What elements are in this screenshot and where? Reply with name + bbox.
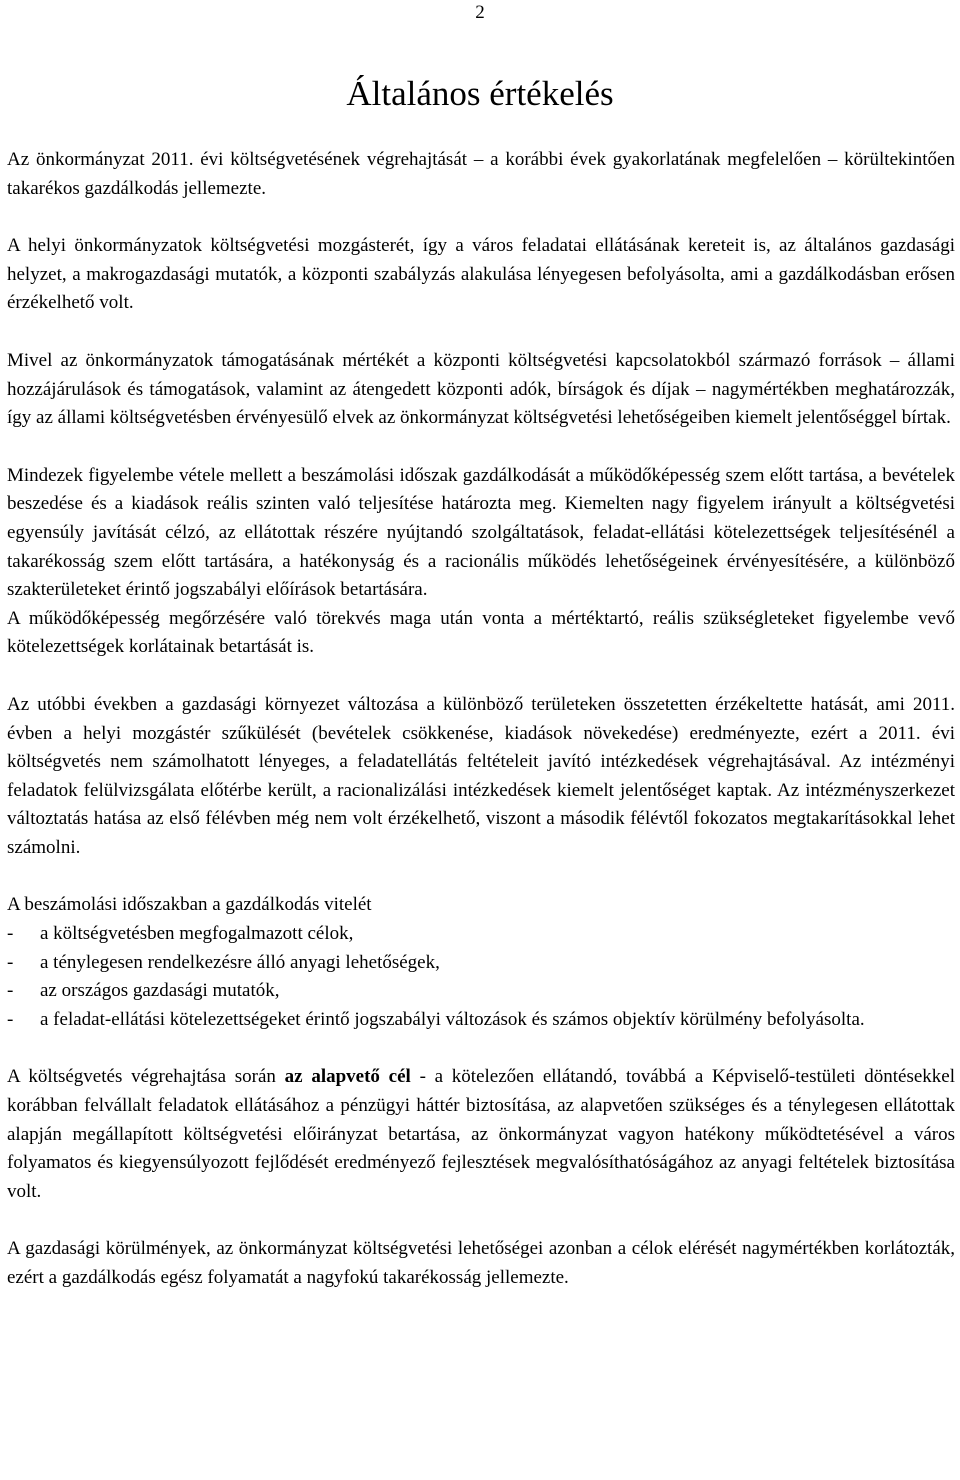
- list-item: [7, 977, 955, 1006]
- paragraph-3: Mivel az önkormányzatok támogatásának mértékét a központi költségvetési kapcsolatokból származó források – állami hozzájárulások és támogatások, valamint az átengedett központi adók, bírságok és díjak – nagymértékben meghatározzák, így az állami költségvetésben érvényesülő elvek az önkormányzat költségvetési lehetőségeiben kiemelt jelentőséggel bírtak.: [7, 349, 955, 429]
- list-item-text: a feladat-ellátási kötelezettségeket érintő jogszabályi változások és számos objektív körülmény befolyásolta.: [40, 1008, 865, 1030]
- paragraph-6: Az utóbbi években a gazdasági környezet változása a különböző területeken összetetten érzékeltette hatását, ami 2011. évben a helyi mozgástér szűkülését (bevételek csökkenése, kiadások növekedése) eredményezte, ezért a 2011. évi költségvetés nem számolhatott lényeges, a feladatellátás feltételeit javító intézkedések végrehajtásával. Az intézményi feladatok felülvizsgálata előtérbe került, a racionalizálási intézkedések kiemelt jelentőséget kaptak. Az intézményszerkezet változtatás hatása az első félévben még nem volt érzékelhető, viszont a második félévtől fokozatos megtakarításokkal lehet számolni.: [7, 693, 955, 858]
- paragraph-9: A gazdasági körülmények, az önkormányzat költségvetési lehetőségei azonban a célok elérését nagymértékben korlátozták, ezért a gazdálkodás egész folyamatát a nagyfokú takarékosság jellemezte.: [7, 1238, 955, 1288]
- paragraph-8-text-before: A költségvetés végrehajtása során: [7, 1066, 285, 1088]
- list-item: [7, 949, 955, 978]
- paragraph-1: Az önkormányzat 2011. évi költségvetésének végrehajtását – a korábbi évek gyakorlatának megfelelően – körültekintően takarékos gazdálkodás jellemezte.: [7, 149, 955, 199]
- page-number: 2: [475, 2, 485, 23]
- list-marker: -: [7, 951, 14, 973]
- paragraph-8-text-after: - a kötelezően ellátandó, továbbá a Képviselő-testületi döntésekkel korábban felvállalt feladatok ellátásához a pénzügyi háttér biztosítása, az alapvetően szükséges és a ténylegesen ellátottak alapján megállapított költségvetési előirányzat betartása, az önkormányzat vagyon hatékony működtetésével a város folyamatos és kiegyensúlyozott fejlődését eredményező fejlesztések megvalósíthatóságához az anyagi feltételek biztosítása volt.: [7, 1066, 956, 1202]
- page-title: Általános értékelés: [346, 74, 614, 113]
- paragraph-8: [7, 1063, 955, 1206]
- list-item: [7, 920, 955, 949]
- paragraph-2: A helyi önkormányzatok költségvetési mozgásterét, így a város feladatai ellátásának kereteit is, az általános gazdasági helyzet, a makrogazdasági mutatók, a központi szabályzás alakulása lényegesen befolyásolta, ami a gazdálkodásban erősen érzékelhető volt.: [7, 235, 955, 314]
- list-item-text: a ténylegesen rendelkezésre álló anyagi lehetőségek,: [40, 951, 440, 973]
- paragraph-4: Mindezek figyelembe vétele mellett a beszámolási időszak gazdálkodását a működőképesség szem előtt tartása, a bevételek beszedése és a kiadások reális szinten való teljesítése határozta meg. Kiemelten nagy figyelem irányult a költségvetési egyensúly javítását célzó, az ellátottak részére nyújtandó szolgáltatások, feladat-ellátási kötelezettségek teljesítésénél a takarékosság szem előtt tartására, a hatékonyság és a racionális működés lehetőségeinek érvényesítésére, a különböző szakterületeket érintő jogszabályi előírások betartására.: [7, 464, 955, 601]
- list-item-text: az országos gazdasági mutatók,: [40, 980, 280, 1002]
- paragraph-5: A működőképesség megőrzésére való törekvés maga után vonta a mértéktartó, reális szükségleteket figyelembe vevő kötelezettségek korlátainak betartását is.: [7, 607, 955, 658]
- list-marker: -: [7, 1008, 14, 1030]
- list-item-text: a költségvetésben megfogalmazott célok,: [40, 923, 354, 945]
- list-item: [7, 1006, 955, 1035]
- list-marker: -: [7, 980, 14, 1002]
- document-body: [7, 146, 955, 1322]
- paragraph-7-intro: A beszámolási időszakban a gazdálkodás vitelét: [7, 894, 372, 916]
- paragraph-8-emphasis: az alapvető cél: [284, 1066, 411, 1088]
- factors-list: [7, 920, 955, 1034]
- list-marker: -: [7, 923, 14, 945]
